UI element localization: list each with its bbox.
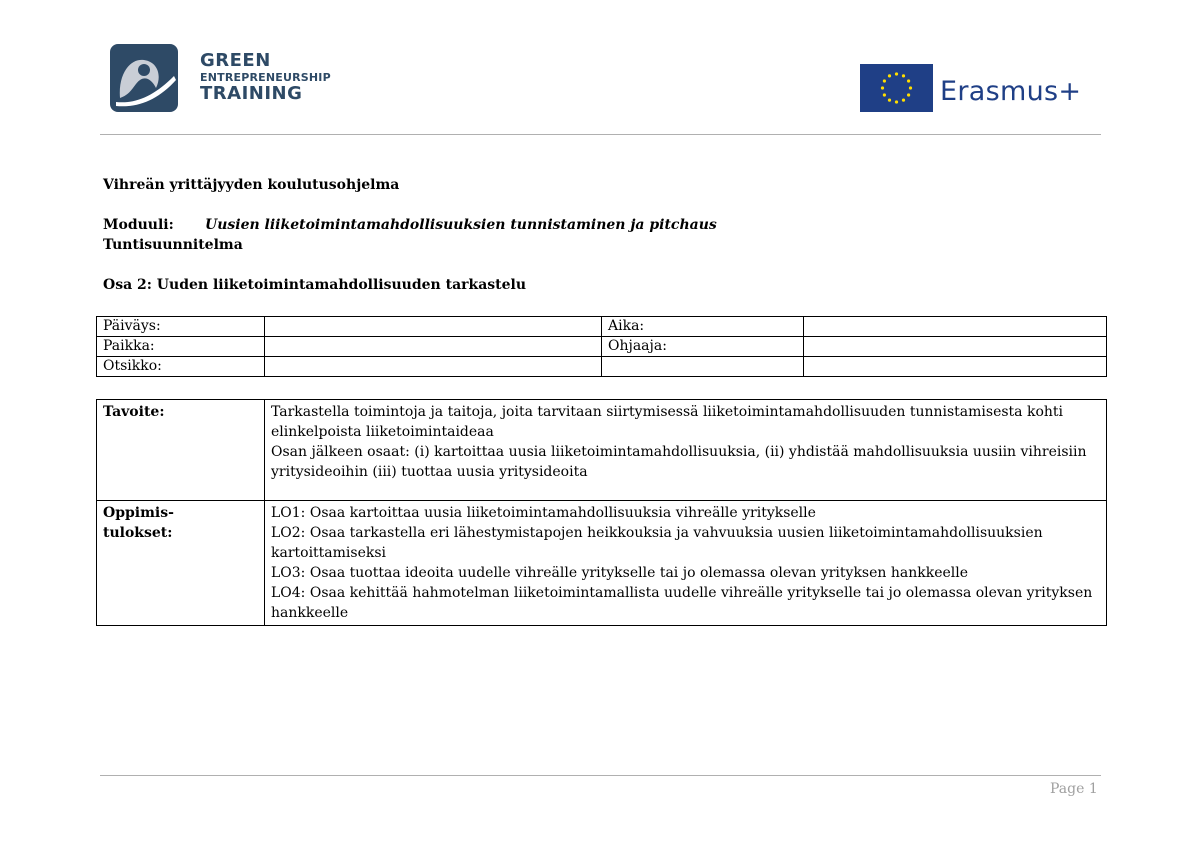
goal-label: Tavoite: <box>97 400 265 501</box>
learning-outcome: LO1: Osaa kartoittaa uusia liiketoimintamahdollisuuksia vihreälle yritykselle <box>271 505 816 521</box>
info-row-topic <box>97 357 1107 377</box>
time-label: Aika: <box>602 317 804 337</box>
module-label: Moduuli: <box>103 217 174 233</box>
goal-line: Tarkastella toimintoja ja taitoja, joita tarvitaan siirtymisessä liiketoimintamahdollisuuden tunnistamisesta kohti elinkelpoista liiketoimintaideaa <box>271 404 1063 440</box>
module-name: Uusien liiketoimintamahdollisuuksien tunnistaminen ja pitchaus <box>205 217 717 233</box>
outcomes-text <box>265 501 1107 626</box>
outcomes-label-line: Oppimis- <box>103 505 174 521</box>
topic-empty-cell <box>804 357 1107 377</box>
learning-outcome: LO2: Osaa tarkastella eri lähestymistapojen heikkouksia ja vahvuuksia uusien liiketoimintamahdollisuuksien kartoittamiseksi <box>271 525 1043 561</box>
logo-line-entrepreneurship: ENTREPRENEURSHIP <box>200 71 331 84</box>
header-divider <box>100 134 1101 135</box>
logo-line-green: GREEN <box>200 50 271 71</box>
erasmus-wordmark: Erasmus+ <box>940 76 1082 107</box>
date-value <box>265 317 602 337</box>
time-value <box>804 317 1107 337</box>
goal-text <box>265 400 1107 501</box>
section-title: Osa 2: Uuden liiketoimintamahdollisuuden tarkastelu <box>103 277 527 293</box>
place-label: Paikka: <box>97 337 265 357</box>
outcomes-label-line: tulokset: <box>103 525 173 541</box>
plan-title: Tuntisuunnitelma <box>103 237 243 253</box>
green-logo-mark-icon <box>110 44 178 112</box>
topic-label: Otsikko: <box>97 357 265 377</box>
page-number: Page 1 <box>1050 781 1098 797</box>
goal-line: Osan jälkeen osaat: (i) kartoittaa uusia liiketoimintamahdollisuuksia, (ii) yhdistää mahdollisuuksia uusiin vihreisiin yritysideoihin (iii) tuottaa uusia yritysideoita <box>271 444 1087 480</box>
module-line <box>103 217 717 233</box>
instructor-label: Ohjaaja: <box>602 337 804 357</box>
topic-empty-cell <box>602 357 804 377</box>
date-label: Päiväys: <box>97 317 265 337</box>
instructor-value <box>804 337 1107 357</box>
learning-outcome: LO4: Osaa kehittää hahmotelman liiketoimintamallista uudelle vihreälle yritykselle tai jo olemassa olevan yrityksen hankkeelle <box>271 585 1093 621</box>
objectives-table <box>96 399 1107 626</box>
place-value <box>265 337 602 357</box>
logo-line-training: TRAINING <box>200 83 303 104</box>
info-row-date <box>97 317 1107 337</box>
erasmus-logo <box>860 64 1105 114</box>
outcomes-row <box>97 501 1107 626</box>
outcomes-label <box>97 501 265 626</box>
info-table <box>96 316 1107 377</box>
footer-divider <box>100 775 1101 776</box>
topic-value <box>265 357 602 377</box>
learning-outcome: LO3: Osaa tuottaa ideoita uudelle vihreälle yritykselle tai jo olemassa olevan yrityksen hankkeelle <box>271 565 969 581</box>
green-entrepreneurship-logo <box>110 44 340 114</box>
eu-flag-icon <box>860 64 933 112</box>
program-title: Vihreän yrittäjyyden koulutusohjelma <box>103 177 400 193</box>
goal-row <box>97 400 1107 501</box>
green-logo-wordmark <box>200 52 331 103</box>
info-row-place <box>97 337 1107 357</box>
